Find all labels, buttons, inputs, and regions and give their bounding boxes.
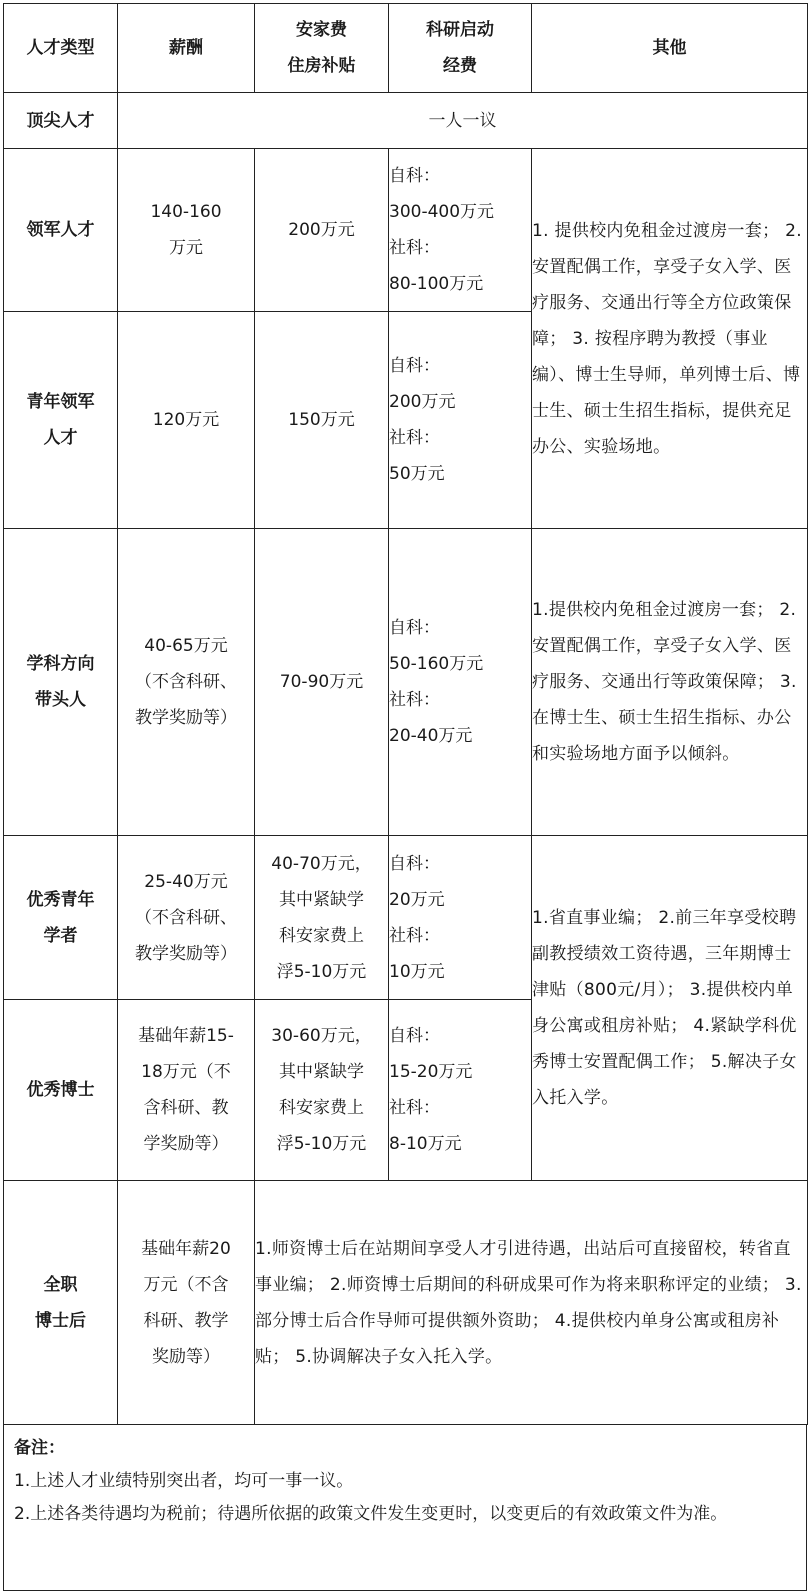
notes-title: 备注： (14, 1438, 65, 1458)
table-row (4, 529, 808, 836)
type-young-scholar: 优秀青年 学者 (4, 836, 118, 1000)
doctor-housing: 30-60万元， 其中紧缺学 科安家费上 浮5-10万元 (255, 1000, 389, 1181)
young-group-other: 1.省直事业编； 2.前三年享受校聘副教授绩效工资待遇，三年期博士津贴（800元/月）； 3.提供校内单身公寓或租房补贴； 4.紧缺学科优秀博士安置配偶工作； 5.解决子女入托入学。 (532, 836, 808, 1181)
table-row (4, 836, 808, 1000)
table-header-row (4, 4, 808, 93)
type-top-talent: 顶尖人才 (4, 93, 118, 149)
leader-housing: 200万元 (255, 149, 389, 312)
leader-salary: 140-160 万元 (118, 149, 255, 312)
discipline-other: 1.提供校内免租金过渡房一套； 2.安置配偶工作，享受子女入学、医疗服务、交通出行等政策保障； 3.在博士生、硕士生招生指标、办公和实验场地方面予以倾斜。 (532, 529, 808, 836)
postdoc-other: 1.师资博士后在站期间享受人才引进待遇，出站后可直接留校，转省直事业编； 2.师资博士后期间的科研成果可作为将来职称评定的业绩； 3.部分博士后合作导师可提供额外资助； 4.提供校内单身公寓或租房补贴； 5.协调解决子女入托入学。 (255, 1181, 808, 1425)
young-scholar-salary: 25-40万元 （不含科研、 教学奖励等） (118, 836, 255, 1000)
leader-group-other: 1. 提供校内免租金过渡房一套； 2. 安置配偶工作，享受子女入学、医疗服务、交通出行等全方位政策保障； 3. 按程序聘为教授（事业编）、博士生导师，单列博士后、博士生、硕士生招生指标，提供充足办公、实验场地。 (532, 149, 808, 529)
header-research: 科研启动 经费 (389, 4, 532, 93)
doctor-research: 自科： 15-20万元 社科： 8-10万元 (389, 1000, 532, 1181)
table-row (4, 149, 808, 312)
table-row (4, 93, 808, 149)
type-young-leader: 青年领军 人才 (4, 312, 118, 529)
type-postdoc: 全职 博士后 (4, 1181, 118, 1425)
young-leader-research: 自科： 200万元 社科： 50万元 (389, 312, 532, 529)
top-talent-merged-cell: 一人一议 (118, 93, 808, 149)
postdoc-salary: 基础年薪20 万元（不含 科研、教学 奖励等） (118, 1181, 255, 1425)
young-scholar-housing: 40-70万元， 其中紧缺学 科安家费上 浮5-10万元 (255, 836, 389, 1000)
note-item: 2.上述各类待遇均为税前；待遇所依据的政策文件发生变更时，以变更后的有效政策文件为准。 (14, 1504, 728, 1524)
header-type: 人才类型 (4, 4, 118, 93)
young-leader-salary: 120万元 (118, 312, 255, 529)
doctor-salary: 基础年薪15- 18万元（不 含科研、教 学奖励等） (118, 1000, 255, 1181)
discipline-housing: 70-90万元 (255, 529, 389, 836)
table-row (4, 1181, 808, 1425)
header-salary: 薪酬 (118, 4, 255, 93)
header-other: 其他 (532, 4, 808, 93)
type-discipline-leader: 学科方向 带头人 (4, 529, 118, 836)
young-leader-housing: 150万元 (255, 312, 389, 529)
discipline-research: 自科： 50-160万元 社科： 20-40万元 (389, 529, 532, 836)
young-scholar-research: 自科： 20万元 社科： 10万元 (389, 836, 532, 1000)
type-excellent-doctor: 优秀博士 (4, 1000, 118, 1181)
discipline-salary: 40-65万元 （不含科研、 教学奖励等） (118, 529, 255, 836)
type-leader: 领军人才 (4, 149, 118, 312)
note-item: 1.上述人才业绩特别突出者，均可一事一议。 (14, 1471, 354, 1491)
notes-section (3, 1424, 807, 1591)
header-housing: 安家费 住房补贴 (255, 4, 389, 93)
talent-benefits-table (3, 3, 808, 1425)
leader-research: 自科： 300-400万元 社科： 80-100万元 (389, 149, 532, 312)
